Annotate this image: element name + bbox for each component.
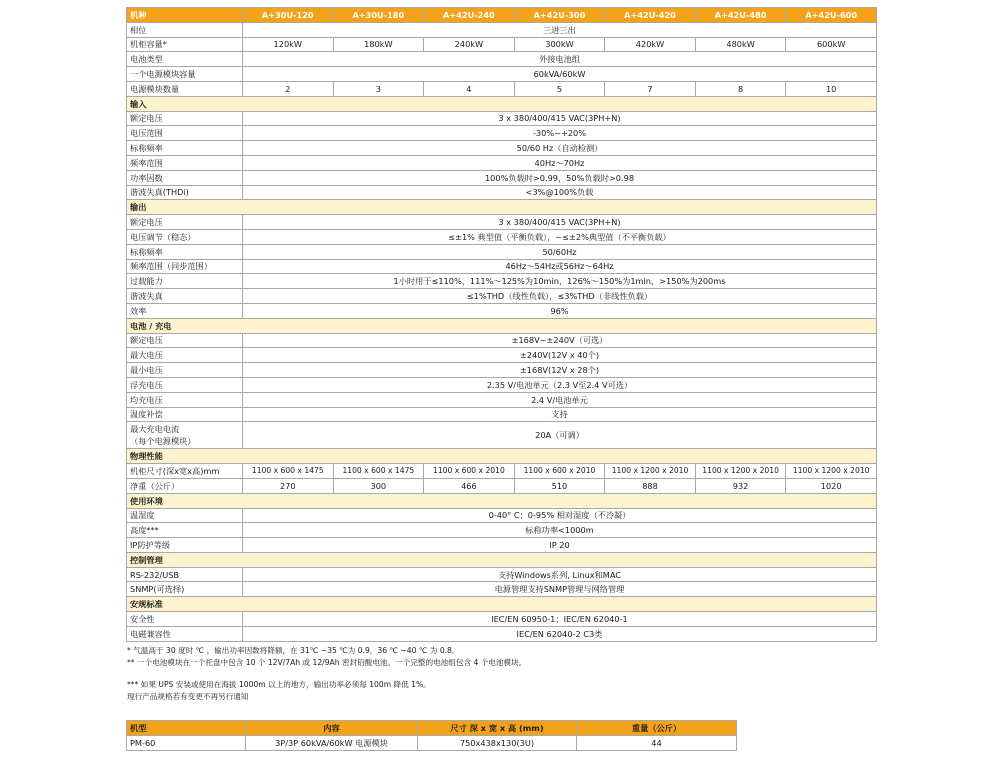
row-label: 额定电压	[127, 215, 243, 230]
row-value: 50/60 Hz（自动检测）	[243, 141, 877, 156]
cell-value: 1020	[786, 478, 877, 493]
model-name: A+42U-420	[605, 8, 696, 23]
table-row	[127, 363, 877, 378]
row-value: -30%~+20%	[243, 126, 877, 141]
section-title: 控制管理	[127, 552, 877, 567]
cell-value: 5	[514, 81, 605, 96]
column-header: 重量（公斤）	[577, 721, 737, 736]
cell-value: 2	[243, 81, 334, 96]
row-label: 一个电源模块容量	[127, 67, 243, 82]
row-value: 20A（可调）	[243, 422, 877, 449]
cell-value: 932	[695, 478, 786, 493]
cell-value: 1100 x 1200 x 2010	[605, 464, 696, 479]
table-row	[127, 215, 877, 230]
row-label: 净重（公斤）	[127, 478, 243, 493]
model-name: A+42U-600	[786, 8, 877, 23]
section-header-output	[127, 200, 877, 215]
table-row	[127, 464, 877, 479]
row-value: 支持	[243, 407, 877, 422]
table-row	[127, 523, 877, 538]
row-label: 电源模块数量	[127, 81, 243, 96]
row-value: IP 20	[243, 538, 877, 553]
table-row	[127, 52, 877, 67]
table-row	[127, 478, 877, 493]
cell-value: 600kW	[786, 37, 877, 52]
cell-value: 750x438x130(3U)	[418, 736, 577, 751]
cell-value: 44	[577, 736, 737, 751]
row-label: 功率因数	[127, 170, 243, 185]
row-value: ≤±1% 典型值（平衡负载），~≤±2%典型值（不平衡负载）	[243, 229, 877, 244]
table-row	[127, 422, 877, 449]
cell-value: 7	[605, 81, 696, 96]
row-value: 外接电池组	[243, 52, 877, 67]
cell-value: 1100 x 600 x 1475	[333, 464, 424, 479]
row-label: 安全性	[127, 612, 243, 627]
row-value: 电源管理支持SNMP管理与网络管理	[243, 582, 877, 597]
table-row	[127, 274, 877, 289]
table-row	[127, 348, 877, 363]
cell-value: 10	[786, 81, 877, 96]
section-header-compliance	[127, 597, 877, 612]
footnote: *** 如果 UPS 安装或使用在海拔 1000m 以上的地方，输出功率必须每 100m 降低 1%。	[127, 680, 431, 690]
model-name: A+42U-480	[695, 8, 786, 23]
row-label: 浮充电压	[127, 377, 243, 392]
section-title: 安规标准	[127, 597, 877, 612]
table-row	[127, 81, 877, 96]
table-row	[127, 289, 877, 304]
row-label-line: 最大充电电流	[130, 424, 180, 435]
section-header-battery	[127, 318, 877, 333]
row-label: 温度补偿	[127, 407, 243, 422]
section-title: 输入	[127, 96, 877, 111]
model-name: A+42U-300	[514, 8, 605, 23]
row-label	[127, 422, 243, 449]
row-label: 机柜尺寸(深x宽x高)mm	[127, 464, 243, 479]
cell-value: 3	[333, 81, 424, 96]
section-header-environment	[127, 493, 877, 508]
cell-value: 3P/3P 60kVA/60kW 电源模块	[246, 736, 418, 751]
table-row	[127, 37, 877, 52]
row-label: RS-232/USB	[127, 567, 243, 582]
table-row	[127, 567, 877, 582]
row-value: 支持Windows系列, Linux和MAC	[243, 567, 877, 582]
row-label: 频率范围（同步范围）	[127, 259, 243, 274]
row-value: 3 x 380/400/415 VAC(3PH+N)	[243, 215, 877, 230]
section-title: 电池 / 充电	[127, 318, 877, 333]
cell-value: 1100 x 1200 x 2010	[695, 464, 786, 479]
column-header: 尺寸 深 x 宽 x 高 (mm)	[418, 721, 577, 736]
row-label: 电磁兼容性	[127, 626, 243, 641]
cell-value: 420kW	[605, 37, 696, 52]
footnote: ** 一个电池模块在一个托盘中包含 10 个 12V/7Ah 或 12/9Ah 密封铅酸电池。一个完整的电池组包含 4 个电池模块。	[127, 657, 527, 667]
row-value: 标称功率<1000m	[243, 523, 877, 538]
row-value: ±240V(12V x 40个)	[243, 348, 877, 363]
model-name: A+30U-180	[333, 8, 424, 23]
cell-value: 480kW	[695, 37, 786, 52]
cell-value: 1100 x 600 x 2010	[424, 464, 515, 479]
row-value: 1小时用于≤110%，111%～125%为10min，126%～150%为1min，>150%为200ms	[243, 274, 877, 289]
table-row	[127, 170, 877, 185]
table-row	[127, 67, 877, 82]
cell-value: 1100 x 1200 x 2010	[786, 464, 877, 479]
row-value: 2.4 V/电池单元	[243, 392, 877, 407]
row-value: 三进三出	[243, 22, 877, 37]
row-label: 额定电压	[127, 111, 243, 126]
table-row	[127, 582, 877, 597]
row-label: 谐波失真(THDi)	[127, 185, 243, 200]
table-row	[127, 111, 877, 126]
table-row	[127, 259, 877, 274]
section-header-control	[127, 552, 877, 567]
row-label: IP防护等级	[127, 538, 243, 553]
row-value: 100%负载时>0.99，50%负载时>0.98	[243, 170, 877, 185]
row-label-line: （每个电源模块）	[130, 436, 196, 447]
table-row	[127, 303, 877, 318]
table-row	[127, 229, 877, 244]
row-label: 过载能力	[127, 274, 243, 289]
row-label: 谐波失真	[127, 289, 243, 304]
row-label: 电池类型	[127, 52, 243, 67]
column-header: 机型	[127, 721, 246, 736]
section-header-input	[127, 96, 877, 111]
cell-value: 240kW	[424, 37, 515, 52]
cell-value: 270	[243, 478, 334, 493]
row-label: 电压调节（稳态）	[127, 229, 243, 244]
row-value: ±168V~±240V（可选）	[243, 333, 877, 348]
row-value: 2.35 V/电池单元（2.3 V至2.4 V可选）	[243, 377, 877, 392]
model-name: A+30U-120	[243, 8, 334, 23]
row-value: ≤1%THD（线性负载），≤3%THD（非线性负载）	[243, 289, 877, 304]
footnote: * 气温高于 30 度时 ℃ ，输出功率因数将降额，在 31℃ ~35 ℃为 0.9，36 ℃ ~40 ℃ 为 0.8。	[127, 646, 460, 655]
cell-value: 4	[424, 81, 515, 96]
table-row	[127, 508, 877, 523]
table-row	[127, 126, 877, 141]
table-row	[127, 244, 877, 259]
row-value: <3%@100%负载	[243, 185, 877, 200]
table-row	[127, 626, 877, 641]
row-label: SNMP(可选择)	[127, 582, 243, 597]
section-title: 使用环境	[127, 493, 877, 508]
row-label: 高度***	[127, 523, 243, 538]
cell-value: 1100 x 600 x 2010	[514, 464, 605, 479]
disclaimer: 现行产品规格若有变更不再另行通知	[127, 691, 249, 701]
table-row	[127, 377, 877, 392]
column-header: 内容	[246, 721, 418, 736]
row-value: 0-40° C；0-95% 相对湿度（不冷凝）	[243, 508, 877, 523]
table-row	[127, 736, 737, 751]
table-row	[127, 612, 877, 627]
section-title: 输出	[127, 200, 877, 215]
table-row	[127, 155, 877, 170]
model-header-row	[127, 8, 877, 23]
table-row	[127, 185, 877, 200]
row-value: 60kVA/60kW	[243, 67, 877, 82]
cell-value: 1100 x 600 x 1475	[243, 464, 334, 479]
cell-value: 300	[333, 478, 424, 493]
row-label: 最大电压	[127, 348, 243, 363]
table-row	[127, 392, 877, 407]
row-value: 50/60Hz	[243, 244, 877, 259]
row-value: 46Hz～54Hz或56Hz～64Hz	[243, 259, 877, 274]
row-value: IEC/EN 60950-1；IEC/EN 62040-1	[243, 612, 877, 627]
module-table-header	[127, 721, 737, 736]
row-label: 均充电压	[127, 392, 243, 407]
cell-value: 888	[605, 478, 696, 493]
row-label: 效率	[127, 303, 243, 318]
row-label: 温湿度	[127, 508, 243, 523]
cell-value: 180kW	[333, 37, 424, 52]
row-value: 40Hz～70Hz	[243, 155, 877, 170]
row-label: 最小电压	[127, 363, 243, 378]
section-header-physical	[127, 449, 877, 464]
section-title: 物理性能	[127, 449, 877, 464]
cell-value: 300kW	[514, 37, 605, 52]
row-value: ±168V(12V x 28个)	[243, 363, 877, 378]
row-value: IEC/EN 62040-2 C3类	[243, 626, 877, 641]
model-name: A+42U-240	[424, 8, 515, 23]
row-label: 标称频率	[127, 244, 243, 259]
cell-value: 120kW	[243, 37, 334, 52]
row-value: 96%	[243, 303, 877, 318]
row-label: 频率范围	[127, 155, 243, 170]
row-label: 机柜容量*	[127, 37, 243, 52]
row-label: 机种	[127, 8, 243, 23]
row-label: 相位	[127, 22, 243, 37]
module-table	[126, 720, 737, 751]
table-row	[127, 333, 877, 348]
footnotes	[127, 645, 887, 702]
cell-value: 8	[695, 81, 786, 96]
table-row	[127, 407, 877, 422]
row-value: 3 x 380/400/415 VAC(3PH+N)	[243, 111, 877, 126]
cell-value: 466	[424, 478, 515, 493]
cell-value: 510	[514, 478, 605, 493]
row-label: 标称频率	[127, 141, 243, 156]
cell-value: PM-60	[127, 736, 246, 751]
table-row	[127, 22, 877, 37]
table-row	[127, 538, 877, 553]
table-row	[127, 141, 877, 156]
spec-table	[126, 7, 877, 642]
row-label: 额定电压	[127, 333, 243, 348]
row-label: 电压范围	[127, 126, 243, 141]
